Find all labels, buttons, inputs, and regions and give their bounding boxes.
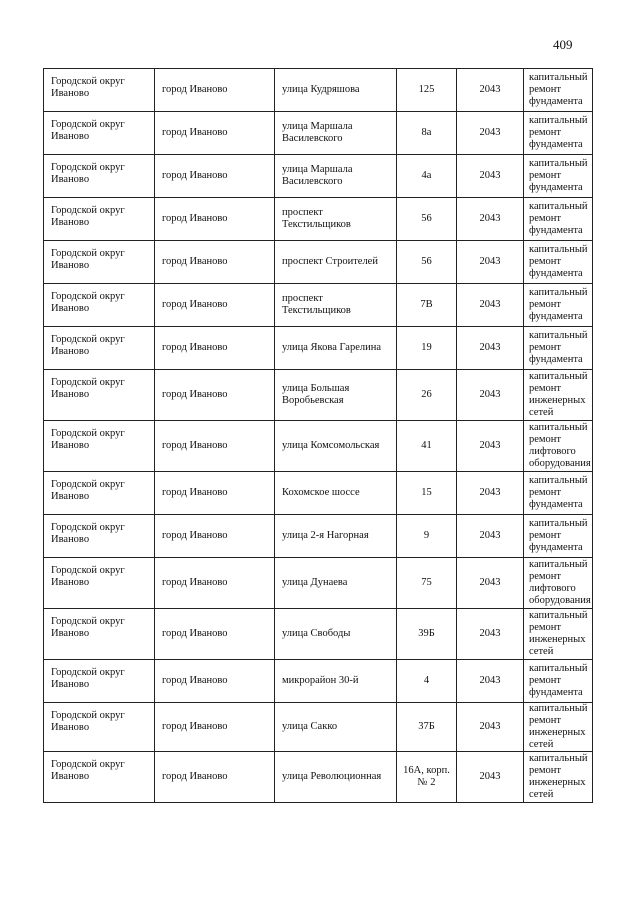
work-type-cell: капитальный ремонт лифтового оборудования — [524, 558, 593, 609]
table-row — [44, 241, 593, 284]
street-cell: улица Дунаева — [275, 558, 397, 609]
district-cell: Городской округ Иваново — [44, 284, 155, 327]
table-row — [44, 327, 593, 370]
house-number-cell: 37Б — [397, 703, 457, 752]
year-cell: 2043 — [457, 241, 524, 284]
city-cell: город Иваново — [155, 558, 275, 609]
city-cell: город Иваново — [155, 198, 275, 241]
work-type-cell: капитальный ремонт фундамента — [524, 112, 593, 155]
city-cell: город Иваново — [155, 472, 275, 515]
house-number-cell: 39Б — [397, 609, 457, 660]
year-cell: 2043 — [457, 198, 524, 241]
table-row — [44, 155, 593, 198]
district-cell: Городской округ Иваново — [44, 370, 155, 421]
house-number-cell: 19 — [397, 327, 457, 370]
district-cell: Городской округ Иваново — [44, 752, 155, 803]
city-cell: город Иваново — [155, 609, 275, 660]
year-cell: 2043 — [457, 284, 524, 327]
street-cell: проспект Строителей — [275, 241, 397, 284]
house-number-cell: 26 — [397, 370, 457, 421]
year-cell: 2043 — [457, 558, 524, 609]
city-cell: город Иваново — [155, 155, 275, 198]
table-row — [44, 69, 593, 112]
house-number-cell: 41 — [397, 421, 457, 472]
work-type-cell: капитальный ремонт фундамента — [524, 327, 593, 370]
year-cell: 2043 — [457, 703, 524, 752]
district-cell: Городской округ Иваново — [44, 198, 155, 241]
city-cell: город Иваново — [155, 703, 275, 752]
street-cell: Кохомское шоссе — [275, 472, 397, 515]
table-row — [44, 421, 593, 472]
district-cell: Городской округ Иваново — [44, 112, 155, 155]
house-number-cell: 16А, корп. № 2 — [397, 752, 457, 803]
street-cell: проспект Текстильщиков — [275, 284, 397, 327]
table-row — [44, 112, 593, 155]
house-number-cell: 4 — [397, 660, 457, 703]
city-cell: город Иваново — [155, 69, 275, 112]
work-type-cell: капитальный ремонт инженерных сетей — [524, 609, 593, 660]
year-cell: 2043 — [457, 327, 524, 370]
year-cell: 2043 — [457, 752, 524, 803]
year-cell: 2043 — [457, 660, 524, 703]
street-cell: улица Сакко — [275, 703, 397, 752]
city-cell: город Иваново — [155, 752, 275, 803]
street-cell: улица Большая Воробьевская — [275, 370, 397, 421]
city-cell: город Иваново — [155, 112, 275, 155]
work-type-cell: капитальный ремонт инженерных сетей — [524, 703, 593, 752]
page-number: 409 — [553, 37, 573, 52]
table-row — [44, 370, 593, 421]
house-number-cell: 56 — [397, 198, 457, 241]
year-cell: 2043 — [457, 155, 524, 198]
work-type-cell: капитальный ремонт инженерных сетей — [524, 752, 593, 803]
table-row — [44, 472, 593, 515]
table-row — [44, 558, 593, 609]
district-cell: Городской округ Иваново — [44, 155, 155, 198]
table-row — [44, 515, 593, 558]
house-number-cell: 9 — [397, 515, 457, 558]
year-cell: 2043 — [457, 69, 524, 112]
house-number-cell: 8а — [397, 112, 457, 155]
district-cell: Городской округ Иваново — [44, 703, 155, 752]
table-row — [44, 703, 593, 752]
house-number-cell: 125 — [397, 69, 457, 112]
city-cell: город Иваново — [155, 327, 275, 370]
house-number-cell: 75 — [397, 558, 457, 609]
work-type-cell: капитальный ремонт инженерных сетей — [524, 370, 593, 421]
house-number-cell: 15 — [397, 472, 457, 515]
table-row — [44, 660, 593, 703]
table-row — [44, 284, 593, 327]
district-cell: Городской округ Иваново — [44, 69, 155, 112]
district-cell: Городской округ Иваново — [44, 241, 155, 284]
table-row — [44, 198, 593, 241]
work-type-cell: капитальный ремонт лифтового оборудования — [524, 421, 593, 472]
street-cell: микрорайон 30-й — [275, 660, 397, 703]
table-row — [44, 609, 593, 660]
house-number-cell: 7В — [397, 284, 457, 327]
street-cell: улица Маршала Василевского — [275, 112, 397, 155]
street-cell: проспект Текстильщиков — [275, 198, 397, 241]
work-type-cell: капитальный ремонт фундамента — [524, 198, 593, 241]
city-cell: город Иваново — [155, 284, 275, 327]
work-type-cell: капитальный ремонт фундамента — [524, 69, 593, 112]
street-cell: улица Революционная — [275, 752, 397, 803]
city-cell: город Иваново — [155, 421, 275, 472]
district-cell: Городской округ Иваново — [44, 472, 155, 515]
year-cell: 2043 — [457, 112, 524, 155]
year-cell: 2043 — [457, 370, 524, 421]
street-cell: улица Кудряшова — [275, 69, 397, 112]
year-cell: 2043 — [457, 472, 524, 515]
city-cell: город Иваново — [155, 370, 275, 421]
district-cell: Городской округ Иваново — [44, 421, 155, 472]
district-cell: Городской округ Иваново — [44, 660, 155, 703]
house-number-cell: 56 — [397, 241, 457, 284]
work-type-cell: капитальный ремонт фундамента — [524, 284, 593, 327]
work-type-cell: капитальный ремонт фундамента — [524, 515, 593, 558]
street-cell: улица Комсомольская — [275, 421, 397, 472]
house-number-cell: 4а — [397, 155, 457, 198]
table-row — [44, 752, 593, 803]
city-cell: город Иваново — [155, 241, 275, 284]
work-type-cell: капитальный ремонт фундамента — [524, 155, 593, 198]
work-type-cell: капитальный ремонт фундамента — [524, 241, 593, 284]
street-cell: улица Якова Гарелина — [275, 327, 397, 370]
work-type-cell: капитальный ремонт фундамента — [524, 660, 593, 703]
work-type-cell: капитальный ремонт фундамента — [524, 472, 593, 515]
year-cell: 2043 — [457, 421, 524, 472]
year-cell: 2043 — [457, 609, 524, 660]
district-cell: Городской округ Иваново — [44, 327, 155, 370]
district-cell: Городской округ Иваново — [44, 515, 155, 558]
city-cell: город Иваново — [155, 660, 275, 703]
district-cell: Городской округ Иваново — [44, 609, 155, 660]
year-cell: 2043 — [457, 515, 524, 558]
street-cell: улица 2-я Нагорная — [275, 515, 397, 558]
street-cell: улица Маршала Василевского — [275, 155, 397, 198]
street-cell: улица Свободы — [275, 609, 397, 660]
repair-schedule-table — [43, 68, 593, 803]
city-cell: город Иваново — [155, 515, 275, 558]
district-cell: Городской округ Иваново — [44, 558, 155, 609]
